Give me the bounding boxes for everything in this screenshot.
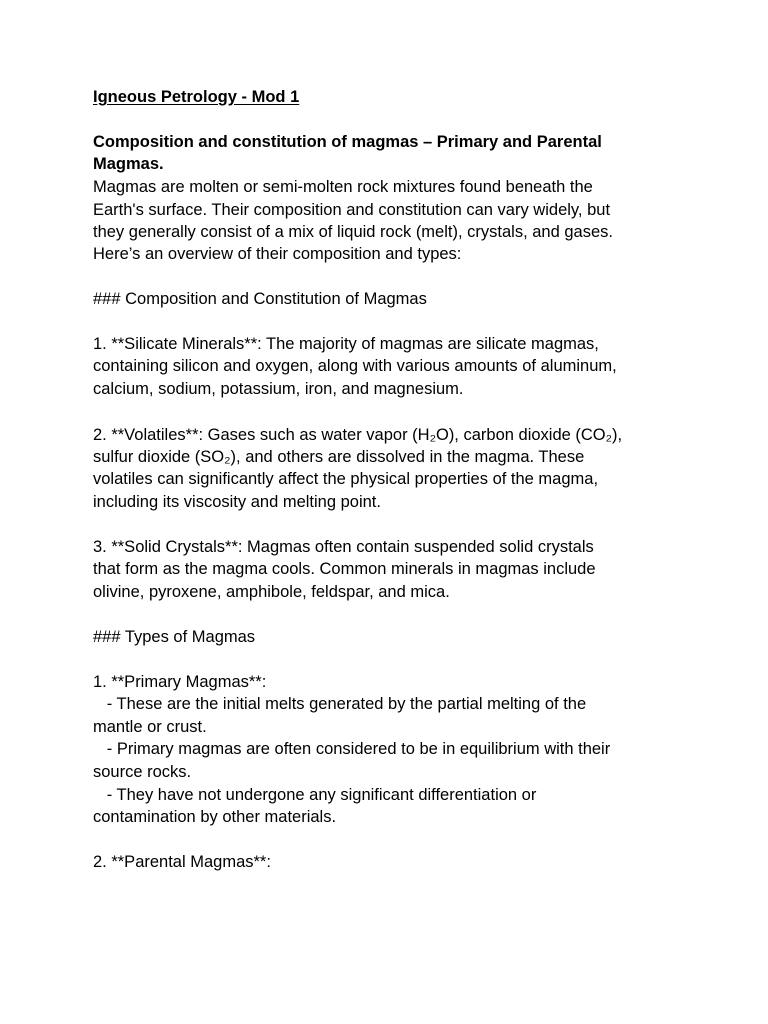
intro-line-1: Magmas are molten or semi-molten rock mixtures found beneath the [93, 178, 593, 196]
volatiles-line-4: including its viscosity and melting point. [93, 493, 381, 511]
primary-line-3: mantle or crust. [93, 718, 207, 736]
intro-line-4: Here’s an overview of their composition and types: [93, 245, 462, 263]
heading-types: ### Types of Magmas [93, 628, 256, 646]
silicate-line-2: containing silicon and oxygen, along with various amounts of aluminum, [93, 357, 617, 375]
intro-line-2: Earth's surface. Their composition and constitution can vary widely, but [93, 201, 611, 219]
intro-line-3: they generally consist of a mix of liquid rock (melt), crystals, and gases. [93, 223, 613, 241]
heading-composition: ### Composition and Constitution of Magmas [93, 290, 427, 308]
primary-line-5: source rocks. [93, 763, 192, 781]
volatiles-line-1: 2. **Volatiles**: Gases such as water vapor (H₂O), carbon dioxide (CO₂), [93, 426, 623, 444]
crystals-line-3: olivine, pyroxene, amphibole, feldspar, and mica. [93, 583, 450, 601]
crystals-line-2: that form as the magma cools. Common minerals in magmas include [93, 560, 596, 578]
primary-line-2: - These are the initial melts generated by the partial melting of the [93, 695, 587, 713]
volatiles-line-3: volatiles can significantly affect the physical properties of the magma, [93, 470, 599, 488]
section-heading-line-1: Composition and constitution of magmas – Primary and Parental [93, 133, 602, 151]
parental-heading: 2. **Parental Magmas**: [93, 853, 271, 871]
silicate-line-3: calcium, sodium, potassium, iron, and magnesium. [93, 380, 464, 398]
primary-line-4: - Primary magmas are often considered to be in equilibrium with their [93, 740, 611, 758]
volatiles-line-2: sulfur dioxide (SO₂), and others are dissolved in the magma. These [93, 448, 585, 466]
primary-line-6: - They have not undergone any significant differentiation or [93, 786, 537, 804]
crystals-line-1: 3. **Solid Crystals**: Magmas often contain suspended solid crystals [93, 538, 594, 556]
silicate-line-1: 1. **Silicate Minerals**: The majority of magmas are silicate magmas, [93, 335, 599, 353]
document-title: Igneous Petrology - Mod 1 [93, 88, 300, 106]
primary-line-1: 1. **Primary Magmas**: [93, 673, 267, 691]
primary-line-7: contamination by other materials. [93, 808, 337, 826]
section-heading-line-2: Magmas. [93, 155, 164, 173]
